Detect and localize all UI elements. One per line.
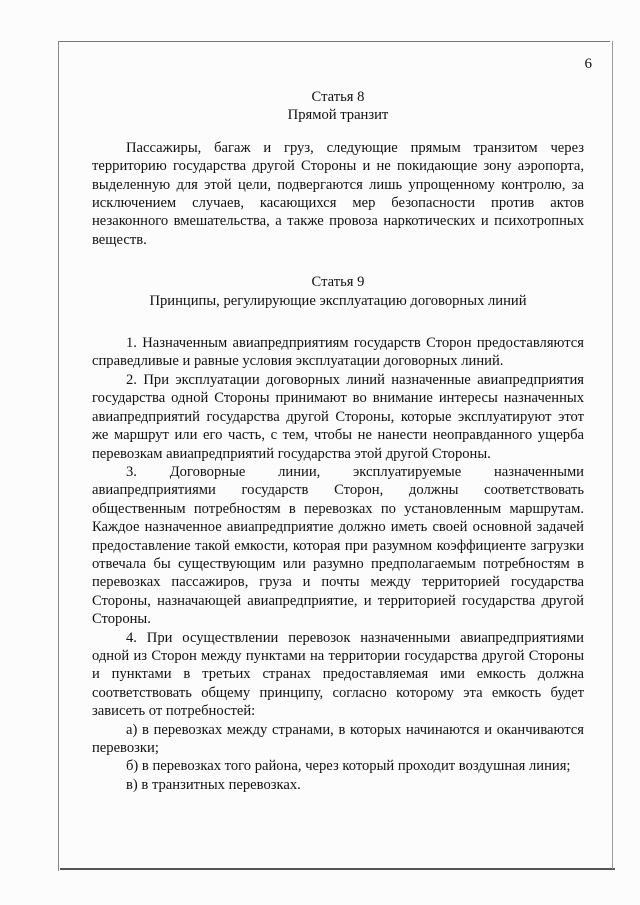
spacer	[92, 249, 584, 273]
article-9-item-4-b: б) в перевозках того района, через который проходит воздушная линия;	[126, 758, 571, 775]
article-9-item-3: 3. Договорные линии, эксплуатируемые назначенными авиапредприятиями государств Сторон, должны соответствовать общественным потребностям в перевозках по установленным маршрутам. Каждое назначенное авиапредприятие должно иметь своей основной задачей предоставление такой емкости, которая при разумном коэффициенте загрузки отвечала бы существующим или разумно предполагаемым потребностям в перевозках пассажиров, груза и почты между территорией государства Стороны, назначающей авиапредприятие, и территорией государства другой Стороны.	[92, 463, 584, 628]
article-9-item-4-c: в) в транзитных перевозках.	[126, 776, 301, 793]
document-body	[92, 88, 584, 794]
article-8-title: Статья 8	[311, 89, 365, 105]
article-9-item-1: 1. Назначенным авиапредприятиям государств Сторон предоставляются справедливые и равные условия эксплуатации договорных линий.	[92, 335, 584, 370]
page-border-right	[612, 41, 613, 869]
article-9-item-4: 4. При осуществлении перевозок назначенными авиапредприятиями одной из Сторон между пунктами на территории государства другой Стороны и пунктами в третьих странах предоставляемая ими емкость должна соответствовать общему принципу, согласно которому эта емкость будет зависеть от потребностей:	[92, 629, 584, 720]
page-border-left	[58, 41, 59, 871]
article-8-paragraph: Пассажиры, багаж и груз, следующие прямым транзитом через территорию государства другой Стороны и не покидающие зону аэропорта, выделенную для этой цели, подвергаются лишь упрощенному контролю, за исключением случаев, касающихся мер безопасности против актов незаконного вмешательства, а также провоза наркотических и психотропных веществ.	[92, 139, 584, 248]
page-border-top	[58, 41, 610, 42]
page-border-bottom	[60, 868, 615, 870]
page-number: 6	[584, 56, 592, 72]
spacer	[92, 310, 584, 334]
article-9-item-2: 2. При эксплуатации договорных линий назначенные авиапредприятия государства одной Стороны принимают во внимание интересы назначенных авиапредприятий государства другой Стороны, которые эксплуатируют этот же маршрут или его часть, с тем, чтобы не нанести неоправданного ущерба перевозкам авиапредприятий государства этой другой Стороны.	[92, 371, 584, 462]
spacer	[92, 125, 584, 139]
article-9-title: Статья 9	[311, 274, 365, 291]
article-9-item-4-a: а) в перевозках между странами, в которых начинаются и оканчиваются перевозки;	[92, 721, 584, 756]
article-9-subtitle: Принципы, регулирующие эксплуатацию договорных линий	[149, 292, 527, 309]
article-8-subtitle: Прямой транзит	[287, 107, 389, 124]
